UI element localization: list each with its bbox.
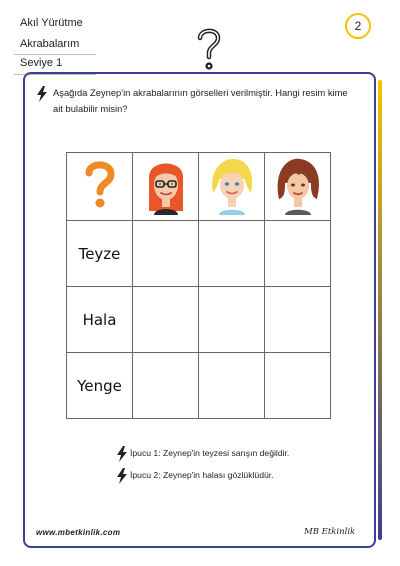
question-mark-icon [80, 159, 120, 209]
answer-cell[interactable] [133, 353, 199, 419]
answer-cell[interactable] [265, 287, 331, 353]
lightning-icon [116, 446, 128, 462]
grid-header-row [67, 153, 331, 221]
woman-brown-hair-icon [273, 153, 323, 215]
lightning-icon [36, 86, 48, 102]
grid-row [67, 221, 331, 287]
activity-category: Akıl Yürütme [20, 17, 83, 29]
grid-header-cell-1 [133, 153, 199, 221]
row-label-hala: Hala [67, 287, 133, 353]
page-number-badge: 2 [345, 13, 371, 39]
header-divider [14, 54, 96, 55]
grid-header-cell-2 [199, 153, 265, 221]
footer-website: www.mbetkinlik.com [36, 528, 121, 537]
grid-corner-cell [67, 153, 133, 221]
answer-cell[interactable] [133, 221, 199, 287]
row-label-yenge: Yenge [67, 353, 133, 419]
hint-2: İpucu 2: Zeynep'in halası gözlüklüdür. [130, 470, 274, 480]
answer-cell[interactable] [199, 221, 265, 287]
decorative-side-bar [378, 80, 382, 540]
activity-title: Akrabalarım [20, 38, 80, 50]
footer-brand: MB Etkinlik [304, 527, 356, 537]
answer-cell[interactable] [265, 221, 331, 287]
answer-cell[interactable] [199, 353, 265, 419]
woman-blonde-hair-icon [207, 153, 257, 215]
answer-cell[interactable] [265, 353, 331, 419]
answer-cell[interactable] [133, 287, 199, 353]
instruction-text: Aşağıda Zeynep'in akrabalarının görselleri verilmiştir. Hangi resim kime ait bulabilir misin? [53, 87, 348, 114]
woman-red-hair-glasses-icon [141, 153, 191, 215]
question-mark-icon [195, 26, 223, 74]
logic-grid [66, 152, 331, 419]
lightning-icon [116, 468, 128, 484]
row-label-teyze: Teyze [67, 221, 133, 287]
grid-row [67, 287, 331, 353]
grid-row [67, 353, 331, 419]
activity-level: Seviye 1 [20, 57, 63, 69]
answer-cell[interactable] [199, 287, 265, 353]
hint-1: İpucu 1: Zeynep'in teyzesi sarışın değildir. [130, 448, 290, 458]
grid-header-cell-3 [265, 153, 331, 221]
